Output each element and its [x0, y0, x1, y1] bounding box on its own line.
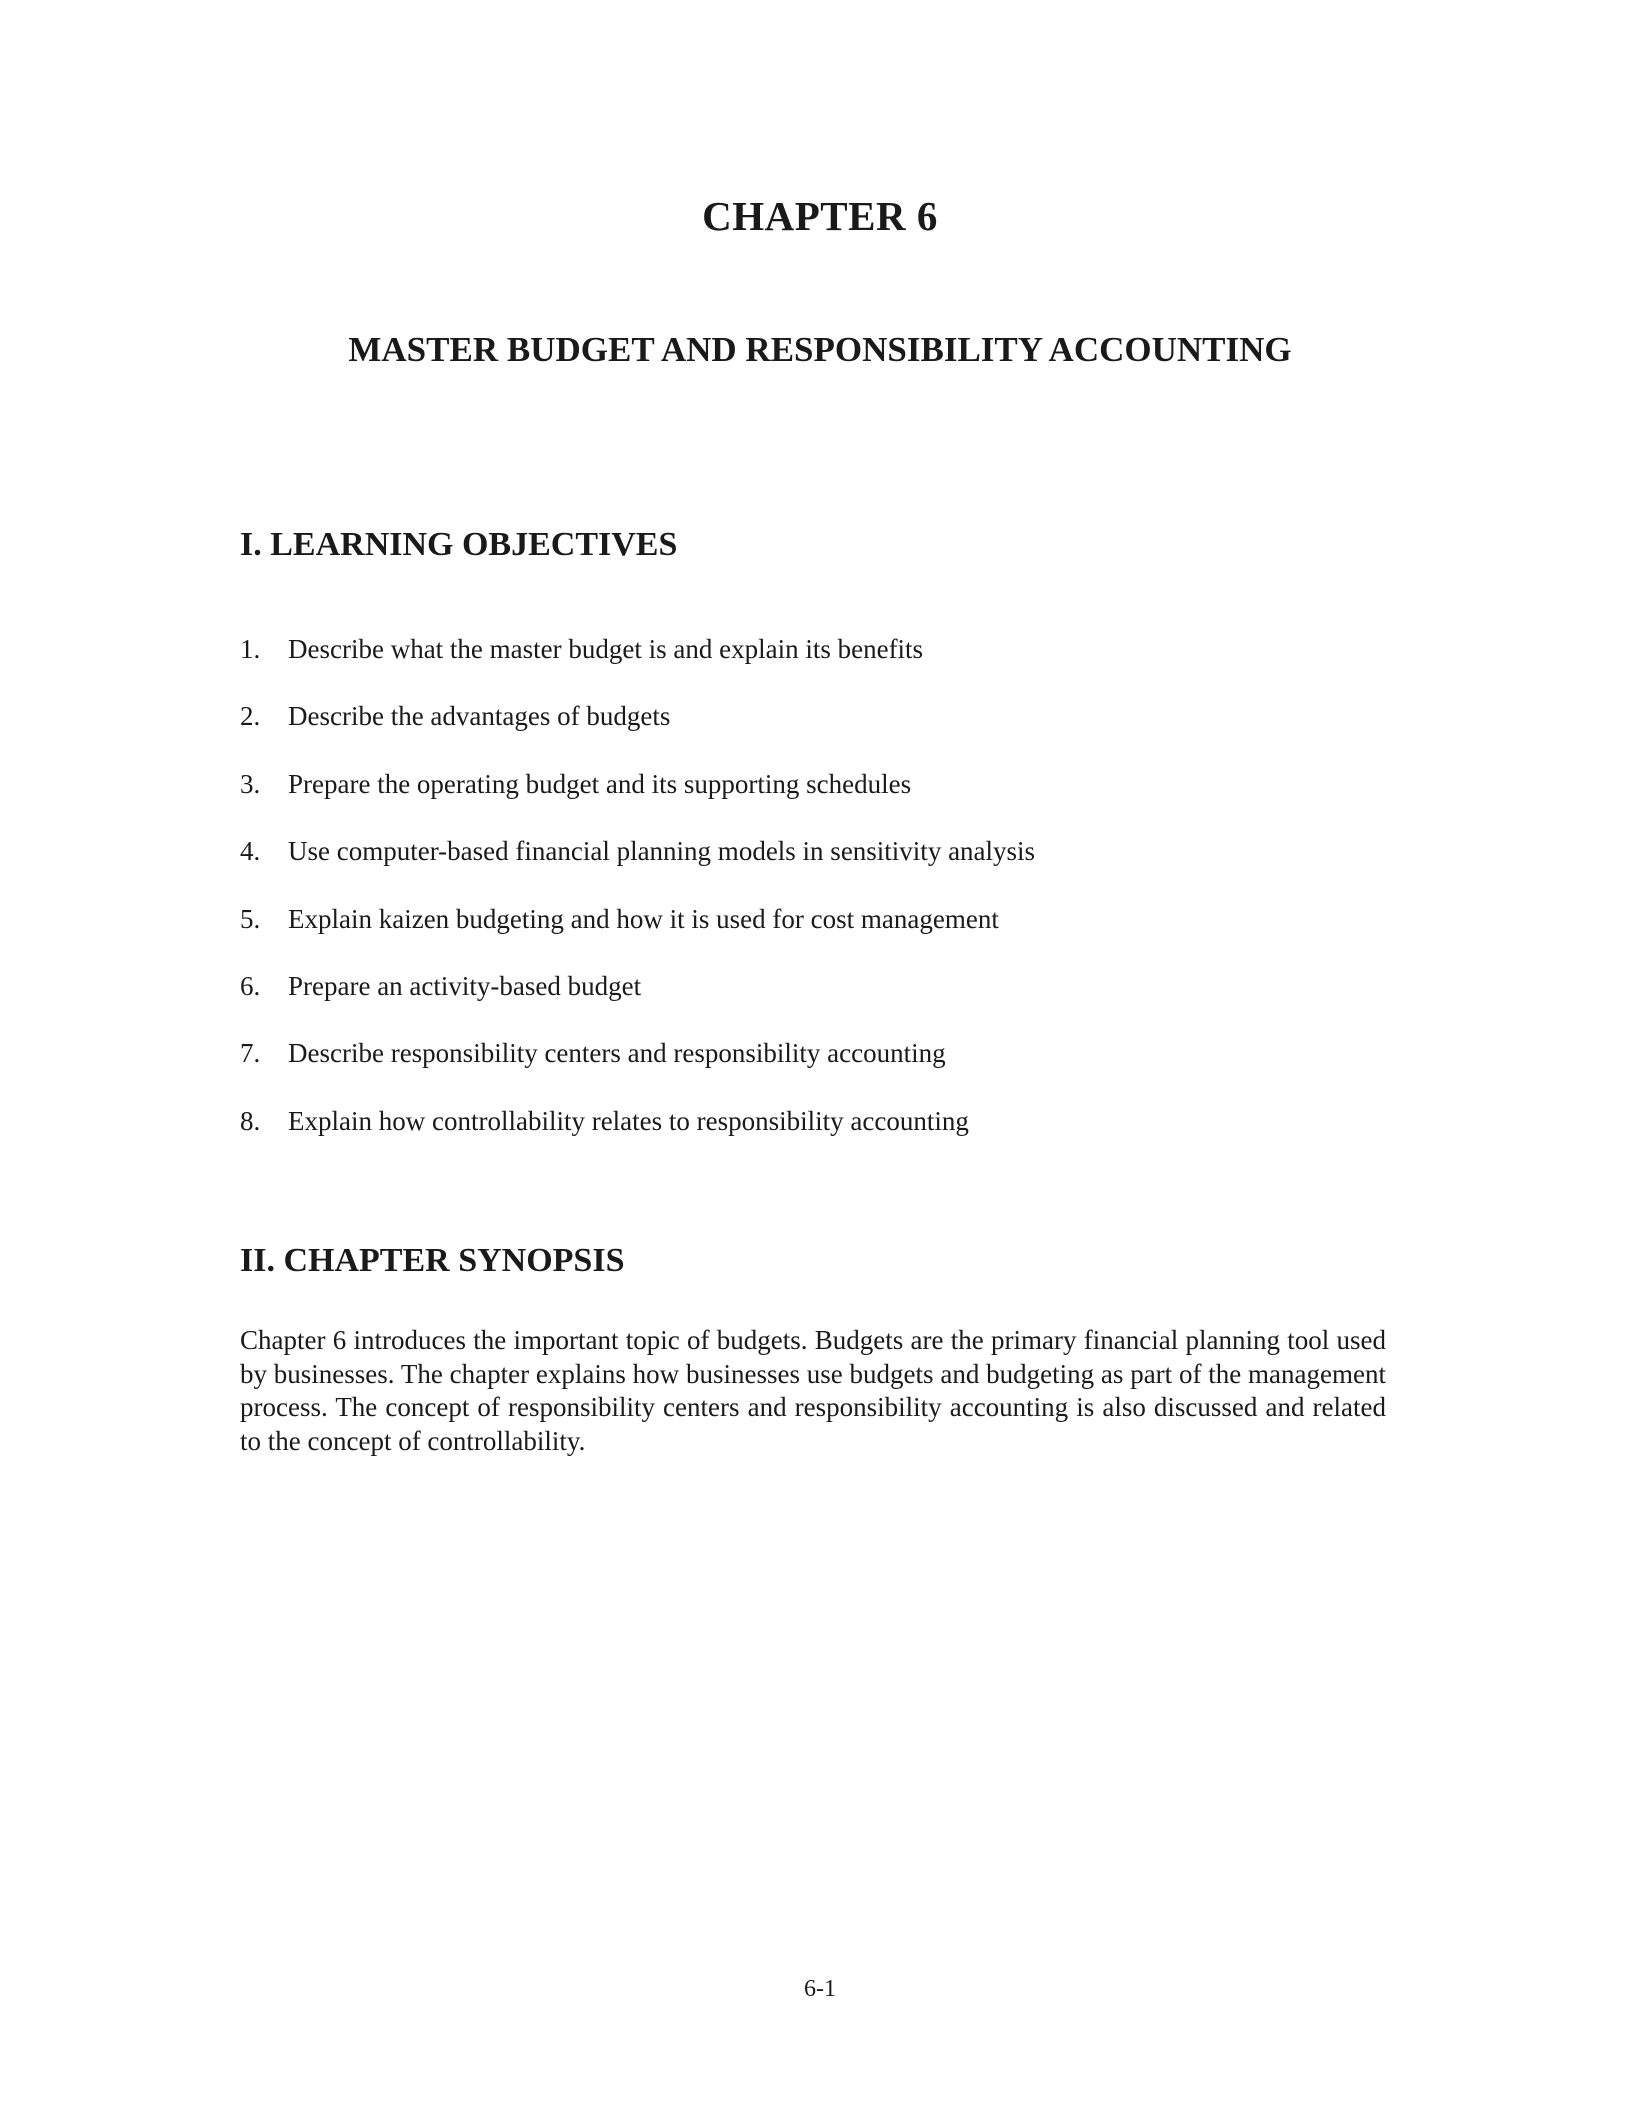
- list-item-text: Prepare an activity-based budget: [288, 970, 642, 1001]
- chapter-number: CHAPTER 6: [702, 193, 938, 239]
- list-item-number: 2.: [240, 701, 261, 732]
- list-item-number: 3.: [240, 768, 261, 799]
- learning-objectives-heading: I. LEARNING OBJECTIVES: [240, 526, 678, 563]
- list-item-text: Use computer-based financial planning models in sensitivity analysis: [288, 836, 1036, 867]
- page-number: 6-1: [804, 1976, 836, 2002]
- list-item-text: Explain how controllability relates to responsibility accounting: [288, 1105, 969, 1136]
- list-item-number: 7.: [240, 1038, 261, 1069]
- chapter-title: MASTER BUDGET AND RESPONSIBILITY ACCOUNTING: [348, 330, 1292, 369]
- list-item-number: 4.: [240, 836, 261, 867]
- list-item: [240, 1104, 1400, 1171]
- chapter-synopsis-paragraph: Chapter 6 introduces the important topic of budgets. Budgets are the primary financial planning tool used by businesses. The chapter explains how businesses use budgets and budgeting as part of the management process. The concept of responsibility centers and responsibility accounting is also discussed and related to the concept of controllability.: [240, 1325, 1386, 1456]
- list-item: [240, 834, 1400, 901]
- list-item: [240, 767, 1400, 834]
- list-item-number: 5.: [240, 903, 261, 934]
- list-item: [240, 902, 1400, 969]
- learning-objectives-list: [240, 632, 1400, 1171]
- list-item: [240, 1036, 1400, 1103]
- list-item-text: Prepare the operating budget and its supporting schedules: [288, 768, 912, 799]
- list-item-text: Describe responsibility centers and responsibility accounting: [288, 1038, 946, 1069]
- list-item: [240, 699, 1400, 766]
- list-item-text: Explain kaizen budgeting and how it is used for cost management: [288, 903, 999, 934]
- list-item: [240, 969, 1400, 1036]
- list-item-text: Describe what the master budget is and explain its benefits: [288, 634, 924, 664]
- list-item: [240, 632, 1400, 699]
- list-item-number: 1.: [240, 634, 261, 664]
- list-item-number: 6.: [240, 970, 261, 1001]
- list-item-number: 8.: [240, 1105, 261, 1136]
- list-item-text: Describe the advantages of budgets: [288, 701, 671, 732]
- chapter-synopsis-heading: II. CHAPTER SYNOPSIS: [240, 1242, 625, 1279]
